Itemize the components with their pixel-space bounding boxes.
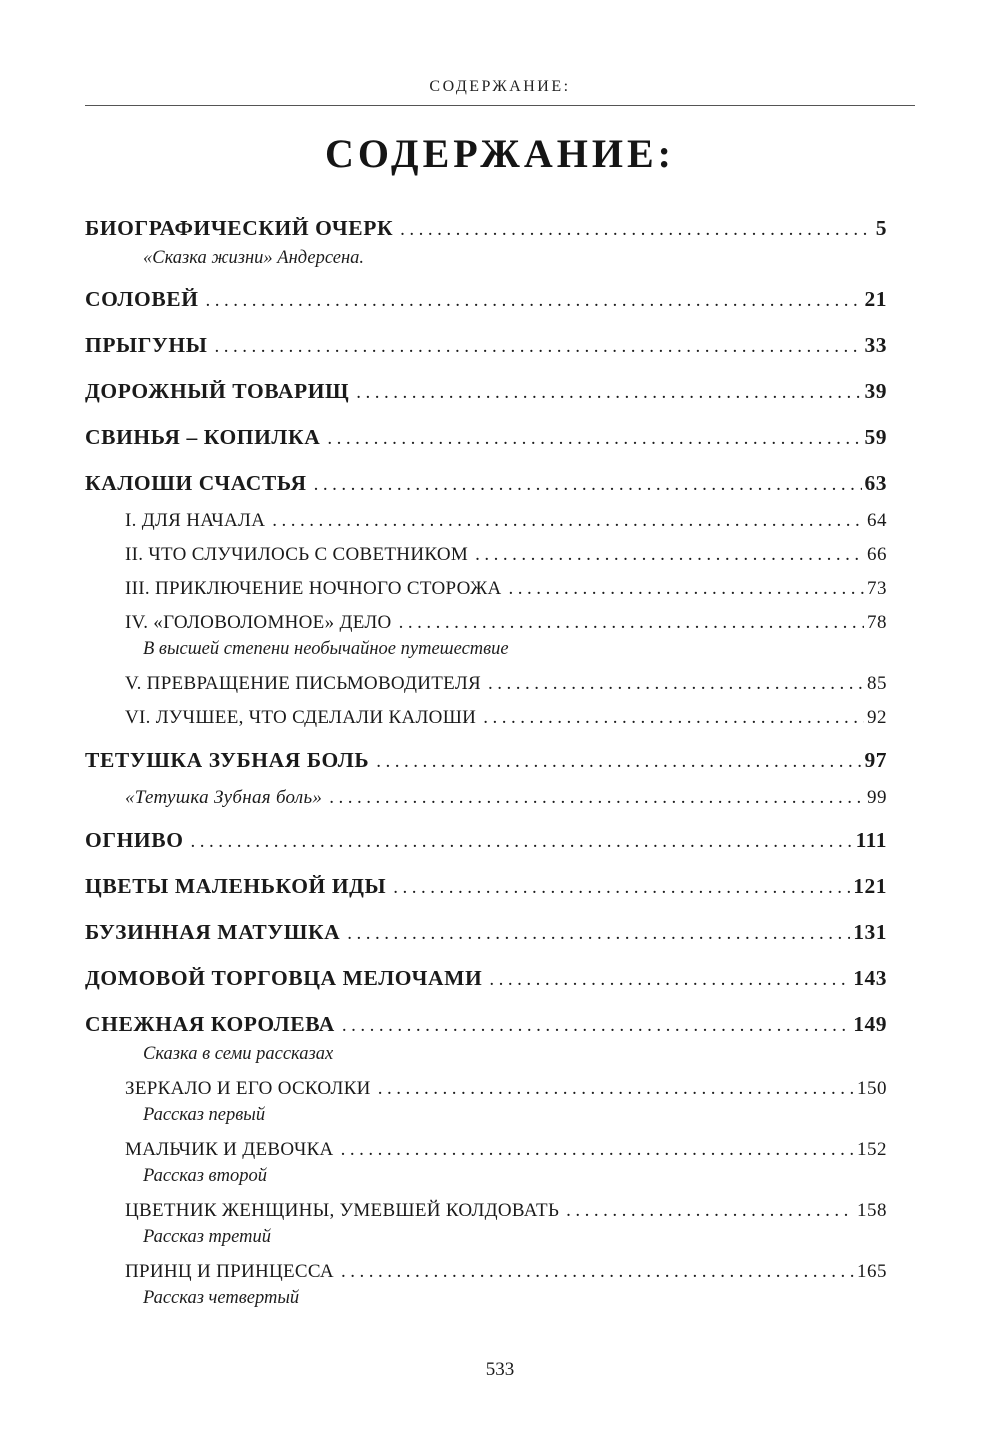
toc-entry-label: IV. «ГОЛОВОЛОМНОЕ» ДЕЛО [125,612,392,633]
dot-leader [489,965,850,995]
toc-entry [85,330,887,362]
dot-leader [356,378,861,408]
toc-entry [85,541,887,568]
toc-entry-page: 78 [867,612,887,633]
toc-entry [85,1009,887,1041]
toc-entry [85,1197,887,1224]
toc-entry-page: 66 [867,544,887,565]
toc-entry-note: «Сказка жизни» Андерсена. [143,248,365,268]
toc-entry-note: Рассказ четвертый [143,1288,300,1308]
dot-leader [206,286,862,316]
toc-entry [85,917,887,949]
toc-entry [85,704,887,731]
toc-entry-label: ЦВЕТНИК ЖЕНЩИНЫ, УМЕВШЕЙ КОЛДОВАТЬ [125,1200,560,1221]
toc-entry-page: 97 [864,748,887,772]
toc-entry-page: 99 [867,787,887,808]
dot-leader [329,784,864,811]
toc-entry [85,376,887,408]
toc-entry [85,422,887,454]
toc-entry [85,871,887,903]
toc-entry-page: 85 [867,673,887,694]
toc-entry-page: 33 [864,333,887,357]
toc-entry-page: 131 [853,920,887,944]
toc-entry-page: 152 [857,1139,887,1160]
toc-entry-label: ЗЕРКАЛО И ЕГО ОСКОЛКИ [125,1078,371,1099]
dot-leader [475,541,864,568]
toc-entry-label: II. ЧТО СЛУЧИЛОСЬ С СОВЕТНИКОМ [125,544,469,565]
toc-entry [85,825,887,857]
toc-entry-label: МАЛЬЧИК И ДЕВОЧКА [125,1139,334,1160]
toc-entry-page: 158 [857,1200,887,1221]
toc-entry-page: 149 [853,1012,887,1036]
toc-entry-note: Рассказ первый [143,1105,266,1125]
dot-leader [566,1197,854,1224]
toc-entry [85,507,887,534]
toc-entry-page: 21 [864,287,887,311]
toc-entry-page: 39 [864,379,887,403]
toc-entry-label: СВИНЬЯ – КОПИЛКА [85,425,321,449]
page-number: 533 [485,1359,515,1380]
toc-list [85,213,887,1310]
toc-entry-label: I. ДЛЯ НАЧАЛА [125,510,266,531]
dot-leader [378,1075,854,1102]
toc-entry-note: Рассказ второй [143,1166,267,1186]
dot-leader [400,215,873,245]
toc-entry-page: 64 [867,510,887,531]
toc-entry-label: V. ПРЕВРАЩЕНИЕ ПИСЬМОВОДИТЕЛЯ [125,673,481,694]
dot-leader [341,1136,854,1163]
toc-entry-page: 5 [875,216,887,240]
dot-leader [399,609,864,636]
toc-entry-label: III. ПРИКЛЮЧЕНИЕ НОЧНОГО СТОРОЖА [125,578,502,599]
toc-entry-note: В высшей степени необычайное путешествие [143,639,509,659]
toc-entry [85,213,887,245]
toc-entry [85,609,887,636]
toc-entry-label: СНЕЖНАЯ КОРОЛЕВА [85,1012,335,1036]
toc-entry [85,745,887,777]
dot-leader [376,747,861,777]
toc-entry [85,468,887,500]
toc-entry [85,963,887,995]
dot-leader [272,507,864,534]
toc-entry-page: 73 [867,578,887,599]
dot-leader [488,670,864,697]
toc-entry-note: Рассказ третий [143,1227,271,1247]
toc-entry [85,1136,887,1163]
toc-entry-label: ДОМОВОЙ ТОРГОВЦА МЕЛОЧАМИ [85,966,483,990]
dot-leader [483,704,864,731]
dot-leader [393,873,850,903]
dot-leader [341,1258,854,1285]
header-rule [85,105,915,106]
toc-entry-page: 121 [853,874,887,898]
toc-entry-label: СОЛОВЕЙ [85,287,199,311]
dot-leader [327,424,861,454]
toc-entry-note: Сказка в семи рассказах [143,1044,334,1064]
dot-leader [347,919,850,949]
toc-entry-page: 150 [857,1078,887,1099]
dot-leader [214,332,861,362]
dot-leader [314,470,862,500]
toc-entry-label: БУЗИННАЯ МАТУШКА [85,920,341,944]
toc-entry-label: ОГНИВО [85,828,184,852]
toc-entry-page: 143 [853,966,887,990]
toc-entry-page: 59 [864,425,887,449]
toc-entry-label: «Тетушка Зубная боль» [125,787,323,808]
toc-entry [85,670,887,697]
page-title: СОДЕРЖАНИЕ: [325,131,675,176]
toc-entry-label: VI. ЛУЧШЕЕ, ЧТО СДЕЛАЛИ КАЛОШИ [125,707,477,728]
toc-entry [85,784,887,811]
toc-entry-label: ДОРОЖНЫЙ ТОВАРИЩ [85,379,350,403]
toc-entry [85,1258,887,1285]
toc-entry-label: ПРЫГУНЫ [85,333,208,357]
toc-entry-label: КАЛОШИ СЧАСТЬЯ [85,471,307,495]
toc-entry-page: 165 [857,1261,887,1282]
dot-leader [342,1011,850,1041]
dot-leader [191,827,853,857]
toc-entry [85,284,887,316]
toc-entry-page: 63 [864,471,887,495]
toc-entry [85,575,887,602]
toc-entry-label: ПРИНЦ И ПРИНЦЕССА [125,1261,334,1282]
toc-entry [85,1075,887,1102]
toc-entry-page: 92 [867,707,887,728]
toc-entry-label: ТЕТУШКА ЗУБНАЯ БОЛЬ [85,748,370,772]
toc-entry-label: ЦВЕТЫ МАЛЕНЬКОЙ ИДЫ [85,874,387,898]
running-head: СОДЕРЖАНИЕ: [429,78,571,95]
toc-entry-page: 111 [855,828,887,852]
toc-entry-label: БИОГРАФИЧЕСКИЙ ОЧЕРК [85,216,394,240]
dot-leader [509,575,865,602]
